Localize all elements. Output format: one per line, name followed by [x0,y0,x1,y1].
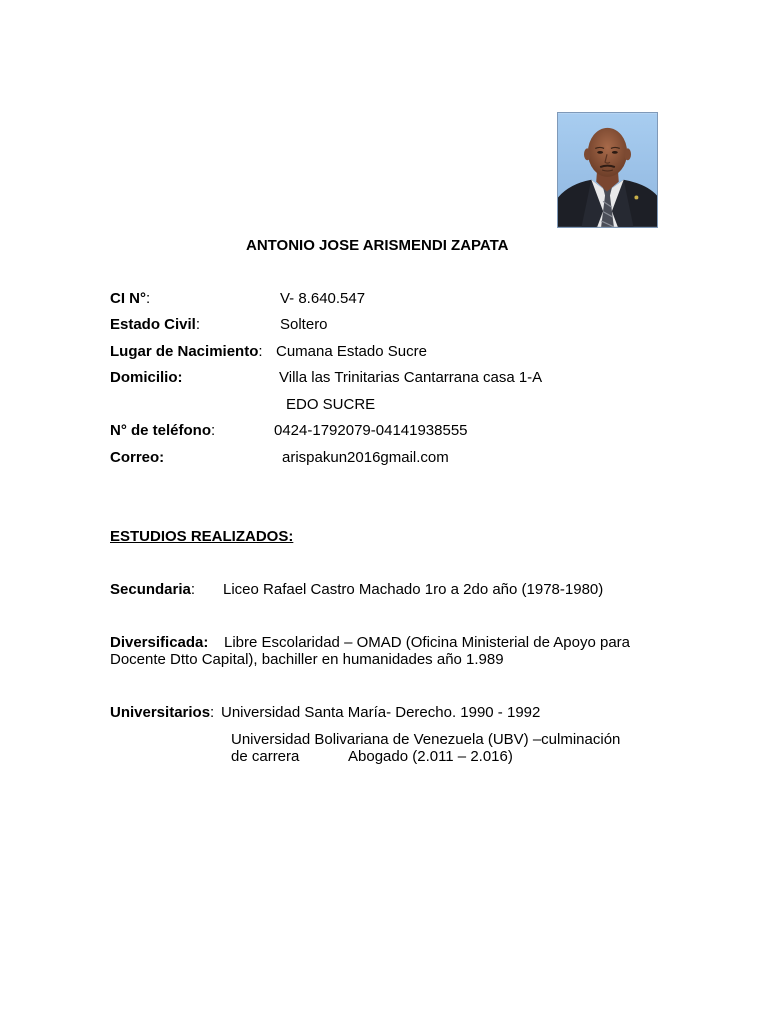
phone-label: N° de teléfono [110,422,212,439]
candidate-name: ANTONIO JOSE ARISMENDI ZAPATA [246,237,509,254]
civil-label-row [110,316,200,334]
civil-label: Estado Civil [110,316,196,333]
address-value-line1: Villa las Trinitarias Cantarrana casa 1-A [279,369,543,386]
civil-value: Soltero [280,316,328,333]
secondary-colon: : [190,581,196,598]
secondary-label: Secundaria [110,581,191,598]
birth-colon: : [258,343,263,360]
university-value-line3b: Abogado (2.011 – 2.016) [348,748,513,765]
diversified-value-line1: Libre Escolaridad – OMAD (Oficina Ministerial de Apoyo para [224,634,631,651]
civil-colon: : [195,316,201,333]
university-label-row [110,704,214,722]
ci-label-row [110,290,150,308]
ci-colon: : [146,290,151,307]
portrait-photo [557,112,658,228]
phone-label-row [110,422,215,440]
birth-value: Cumana Estado Sucre [276,343,427,360]
secondary-label-row [110,581,195,599]
diversified-value-line2: Docente Dtto Capital), bachiller en humanidades año 1.989 [110,651,504,668]
university-value-line2: Universidad Bolivariana de Venezuela (UBV) –culminación [231,731,621,748]
ci-label: CI N° [110,290,146,307]
university-value-line1: Universidad Santa María- Derecho. 1990 - 1992 [221,704,541,721]
university-label: Universitarios [110,704,211,721]
address-label: Domicilio: [110,369,183,386]
ci-value: V- 8.640.547 [280,290,366,307]
email-value: arispakun2016gmail.com [282,449,449,466]
phone-colon: : [211,422,216,439]
address-value-line2: EDO SUCRE [286,396,376,413]
birth-label: Lugar de Nacimiento [110,343,259,360]
university-colon: : [210,704,215,721]
email-label: Correo: [110,449,165,466]
studies-heading: ESTUDIOS REALIZADOS: [110,528,294,545]
university-value-line3a: de carrera [231,748,300,765]
diversified-label: Diversificada: [110,634,209,651]
secondary-value: Liceo Rafael Castro Machado 1ro a 2do año (1978-1980) [223,581,604,598]
phone-value: 0424-1792079-04141938555 [274,422,468,439]
birth-label-row [110,343,263,361]
